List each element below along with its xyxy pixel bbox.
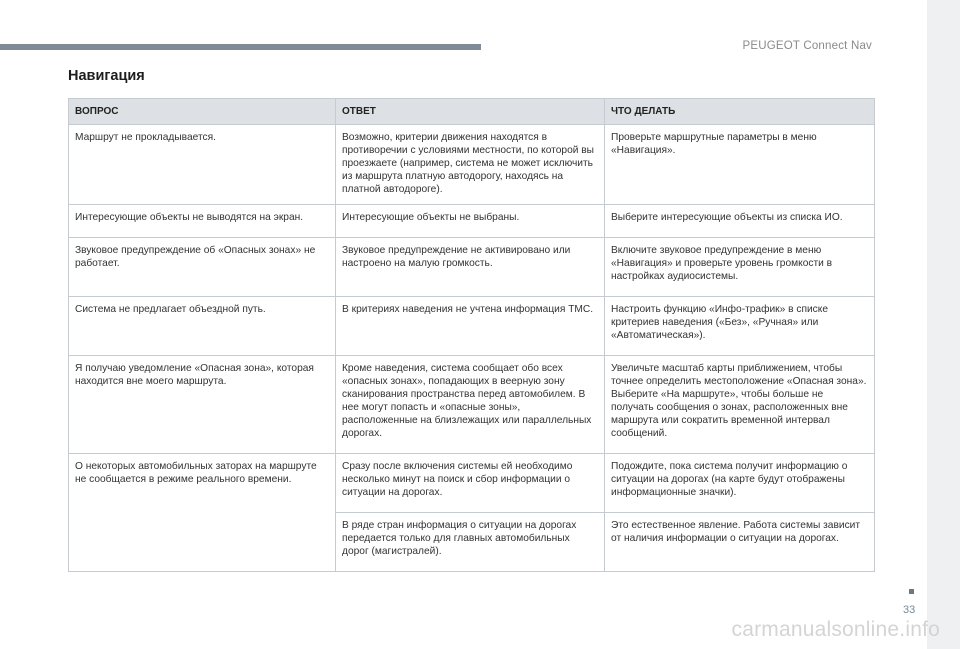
cell-question: Маршрут не прокладывается.: [69, 125, 336, 205]
cell-action: Проверьте маршрутные параметры в меню «Навигация».: [605, 125, 875, 205]
table-row: [69, 125, 875, 205]
column-header-answer: ОТВЕТ: [336, 99, 605, 125]
table-row: [69, 238, 875, 297]
cell-question: О некоторых автомобильных заторах на маршруте не сообщается в режиме реального времени.: [69, 454, 336, 572]
cell-question: Звуковое предупреждение об «Опасных зонах» не работает.: [69, 238, 336, 297]
section-marker: [909, 589, 914, 594]
troubleshooting-table: [68, 98, 875, 572]
cell-action: Настроить функцию «Инфо-трафик» в списке критериев наведения («Без», «Ручная» или «Автоматическая»).: [605, 297, 875, 356]
cell-action: Увеличьте масштаб карты приближением, чтобы точнее определить местоположение «Опасная зона». Выберите «На маршруте», чтобы больше не получать сообщения о зонах, расположенных вне маршрута или сократить временной интервал сообщений.: [605, 356, 875, 454]
cell-answer: Кроме наведения, система сообщает обо всех «опасных зонах», попадающих в веерную зону сканирования пространства перед автомобилем. В нее могут попасть и «опасные зоны», расположенные на близлежащих или параллельных дорогах.: [336, 356, 605, 454]
cell-question: Я получаю уведомление «Опасная зона», которая находится вне моего маршрута.: [69, 356, 336, 454]
column-header-action: ЧТО ДЕЛАТЬ: [605, 99, 875, 125]
column-header-question: ВОПРОС: [69, 99, 336, 125]
table-header-row: [69, 99, 875, 125]
cell-answer: Звуковое предупреждение не активировано или настроено на малую громкость.: [336, 238, 605, 297]
page-number: 33: [903, 604, 916, 616]
cell-answer: В критериях наведения не учтена информация TMC.: [336, 297, 605, 356]
cell-action: Подождите, пока система получит информацию о ситуации на дорогах (на карте будут отображены информационные значки).: [605, 454, 875, 513]
cell-action: Включите звуковое предупреждение в меню «Навигация» и проверьте уровень громкости в настройках аудиосистемы.: [605, 238, 875, 297]
cell-action: Это естественное явление. Работа системы зависит от наличия информации о ситуации на дорогах.: [605, 513, 875, 572]
cell-action: Выберите интересующие объекты из списка ИО.: [605, 205, 875, 238]
header-rule: [0, 44, 481, 50]
page-edge-band: [927, 0, 960, 649]
cell-question: Интересующие объекты не выводятся на экран.: [69, 205, 336, 238]
cell-answer: Интересующие объекты не выбраны.: [336, 205, 605, 238]
page-title: Навигация: [68, 68, 145, 84]
cell-answer: Сразу после включения системы ей необходимо несколько минут на поиск и сбор информации о ситуации на дорогах.: [336, 454, 605, 513]
cell-answer: В ряде стран информация о ситуации на дорогах передается только для главных автомобильных дорог (магистралей).: [336, 513, 605, 572]
header-brand: PEUGEOT Connect Nav: [742, 40, 872, 52]
cell-answer: Возможно, критерии движения находятся в противоречии с условиями местности, по которой вы проезжаете (например, система не может исключить из маршрута платную автодорогу, находясь на платной автодороге).: [336, 125, 605, 205]
table-row: [69, 356, 875, 454]
table-row: [69, 297, 875, 356]
watermark: carmanualsonline.info: [731, 618, 940, 641]
cell-question: Система не предлагает объездной путь.: [69, 297, 336, 356]
table-row: [69, 454, 875, 513]
table-row: [69, 205, 875, 238]
